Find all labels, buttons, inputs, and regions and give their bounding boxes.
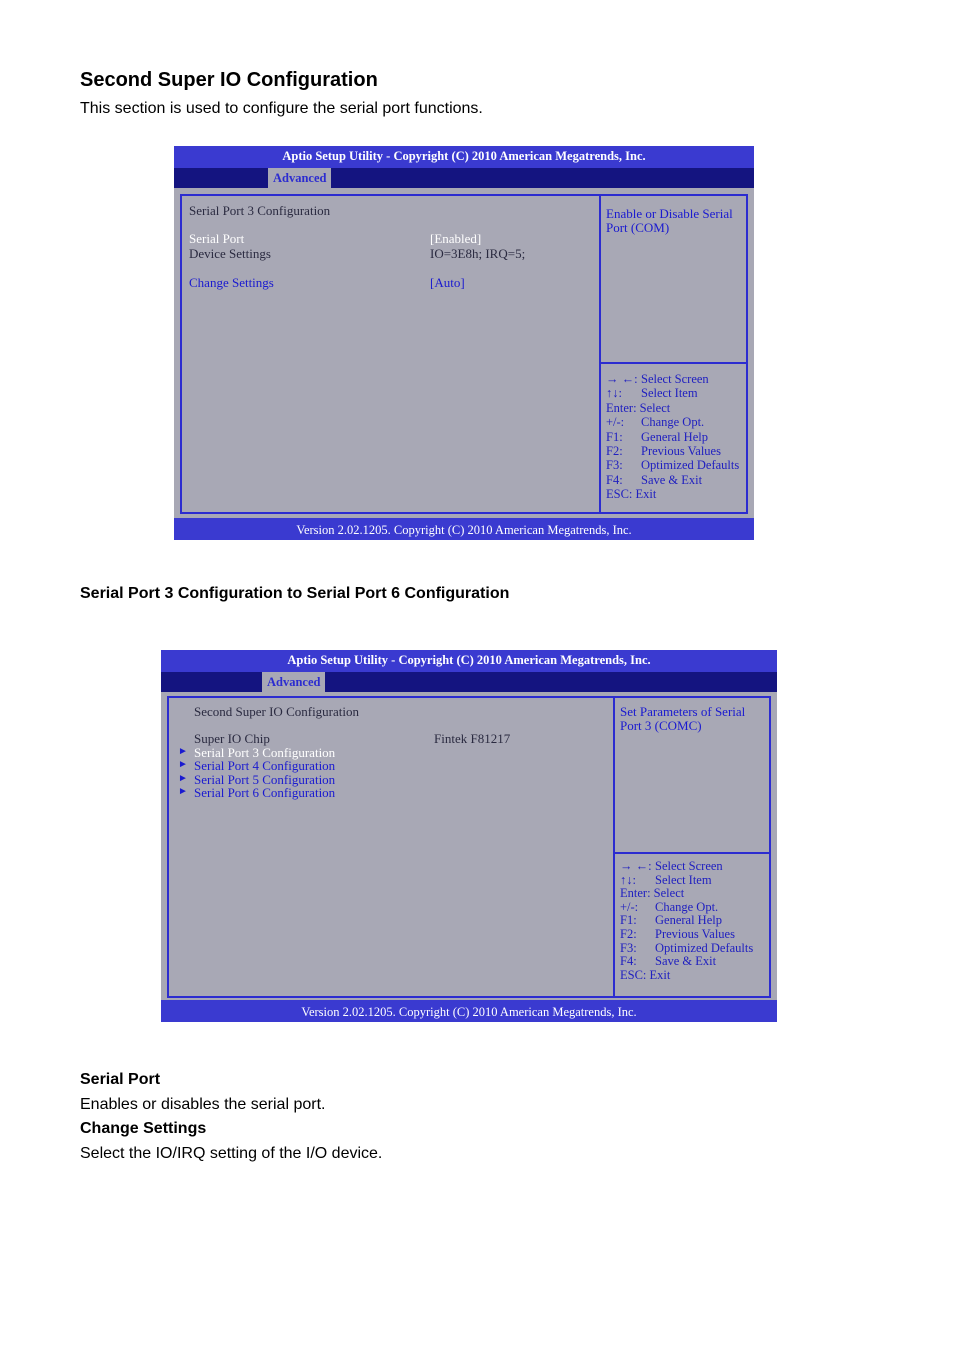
bios-help-panel	[599, 194, 748, 514]
key-row: Enter: Select	[606, 400, 671, 415]
submenu-arrow-icon: ►	[178, 746, 188, 757]
menu-item-serial-port-3[interactable]: Serial Port 3 Configuration	[194, 745, 336, 760]
key-row: Enter: Select	[620, 886, 685, 901]
key-row: F3: Optimized Defaults	[620, 940, 754, 955]
bios-help-panel	[613, 696, 771, 998]
key-row: F2: Previous Values	[606, 444, 721, 459]
serial-port-heading: Serial Port	[80, 1071, 161, 1088]
bios-title: Aptio Setup Utility - Copyright (C) 2010 American Megatrends, Inc.	[287, 653, 651, 667]
key-row: ↑↓: Select Item	[606, 386, 698, 401]
submenu-arrow-icon: ►	[178, 786, 188, 797]
help-separator	[615, 852, 769, 854]
submenu-arrow-icon: ►	[178, 759, 188, 770]
key-row: ↑↓: Select Item	[620, 872, 712, 887]
bios-content	[161, 692, 777, 1000]
bios-content	[174, 188, 754, 518]
device-settings-value: IO=3E8h; IRQ=5;	[430, 246, 526, 261]
panel-heading: Second Super IO Configuration	[194, 704, 360, 719]
key-legend	[620, 860, 753, 982]
key-row: → ←: Select Screen	[606, 372, 709, 386]
key-row: F2: Previous Values	[620, 926, 735, 941]
menu-item-serial-port-6[interactable]: Serial Port 6 Configuration	[194, 785, 336, 800]
key-row: +/-: Change Opt.	[620, 899, 719, 914]
device-settings-label: Device Settings	[189, 246, 271, 261]
help-text-line-1: Enable or Disable Serial	[606, 206, 733, 221]
key-row: F1: General Help	[620, 913, 722, 928]
bios-screen-serial-port-3	[174, 146, 754, 540]
help-text-line-2: Port 3 (COMC)	[620, 718, 702, 733]
bios-title: Aptio Setup Utility - Copyright (C) 2010 American Megatrends, Inc.	[282, 149, 646, 163]
bios-tab-bar	[161, 672, 777, 692]
serial-port-value[interactable]: [Enabled]	[430, 231, 482, 246]
bios-screen-second-super-io	[161, 650, 777, 1022]
bios-tab-bar	[174, 168, 754, 188]
key-row: +/-: Change Opt.	[606, 415, 705, 430]
help-text-line-2: Port (COM)	[606, 220, 670, 235]
serial-port-description: Enables or disables the serial port.	[80, 1096, 326, 1113]
key-row: F3: Optimized Defaults	[606, 458, 740, 473]
super-io-chip-label: Super IO Chip	[194, 731, 270, 746]
bios-main-panel	[167, 696, 615, 998]
change-settings-heading: Change Settings	[80, 1120, 207, 1137]
section-description: This section is used to configure the serial port functions.	[80, 100, 483, 117]
bios-main-panel	[180, 194, 601, 514]
subsection-title: Serial Port 3 Configuration to Serial Port 6 Configuration	[80, 585, 510, 602]
key-row: F4: Save & Exit	[606, 472, 703, 487]
bios-footer: Version 2.02.1205. Copyright (C) 2010 American Megatrends, Inc.	[296, 523, 632, 537]
bios-footer: Version 2.02.1205. Copyright (C) 2010 American Megatrends, Inc.	[301, 1005, 637, 1019]
submenu-arrow-icon: ►	[178, 773, 188, 784]
key-row: → ←: Select Screen	[620, 859, 723, 873]
tab-advanced[interactable]: Advanced	[268, 168, 331, 188]
key-row: ESC: Exit	[620, 967, 671, 982]
help-text-line-1: Set Parameters of Serial	[620, 704, 746, 719]
serial-port-option[interactable]: Serial Port	[189, 231, 245, 246]
tab-advanced[interactable]: Advanced	[262, 672, 325, 692]
key-legend	[606, 372, 739, 502]
change-settings-value[interactable]: [Auto]	[430, 275, 465, 290]
super-io-chip-value: Fintek F81217	[434, 731, 511, 746]
change-settings-description: Select the IO/IRQ setting of the I/O device.	[80, 1145, 383, 1162]
panel-heading: Serial Port 3 Configuration	[189, 203, 331, 218]
key-row: F1: General Help	[606, 429, 708, 444]
menu-item-serial-port-5[interactable]: Serial Port 5 Configuration	[194, 772, 336, 787]
change-settings-option[interactable]: Change Settings	[189, 275, 274, 290]
section-title: Second Super IO Configuration	[80, 69, 378, 91]
menu-item-serial-port-4[interactable]: Serial Port 4 Configuration	[194, 758, 336, 773]
key-row: ESC: Exit	[606, 487, 657, 502]
help-separator	[601, 362, 746, 364]
key-row: F4: Save & Exit	[620, 954, 717, 969]
